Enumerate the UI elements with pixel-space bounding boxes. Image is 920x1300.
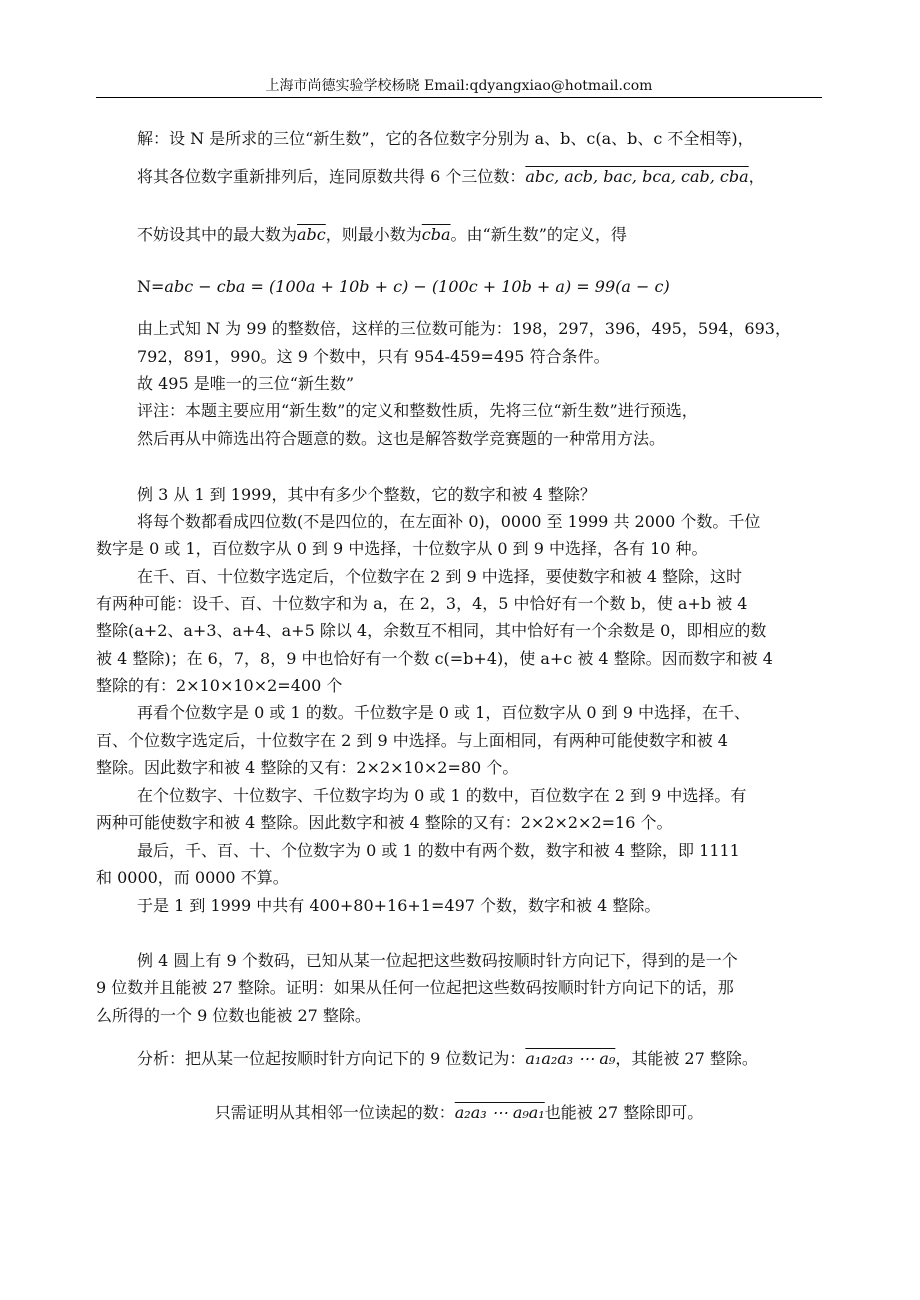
text-line: 故 495 是唯一的三位“新生数” (137, 374, 355, 393)
text-line: 解：设 N 是所求的三位“新生数”，它的各位数字分别为 a、b、c(a、b、c 不全相等)， (137, 129, 754, 148)
text-line: 分析：把从某一位起按顺时针方向记下的 9 位数记为：a₁a₂a₃ ⋯ a₉，其能被 27 整除。 (137, 1049, 758, 1068)
text-line: 由上式知 N 为 99 的整数倍，这样的三位数可能为：198，297，396，495，594，693， (137, 319, 791, 338)
text-line: 再看个位数字是 0 或 1 的数。千位数字是 0 或 1，百位数字从 0 到 9 中选择，在千、 (137, 703, 751, 722)
text-line: 百、个位数字选定后，十位数字在 2 到 9 中选择。与上面相同，有两种可能使数字和被 4 (96, 731, 728, 750)
text-line: 于是 1 到 1999 中共有 400+80+16+1=497 个数，数字和被 4 整除。 (137, 896, 661, 915)
max-number-formula: $\overline{abc}$ (297, 225, 326, 244)
text-line: 将每个数都看成四位数(不是四位的，在左面补 0)，0000 至 1999 共 2000 个数。千位 (137, 512, 761, 531)
min-number-formula: $\overline{cba}$ (421, 225, 451, 244)
sequence-formula-2: a₂a₃ ⋯ a₉a₁ (454, 1103, 545, 1122)
text-line: 然后再从中筛选出符合题意的数。这也是解答数学竞赛题的一种常用方法。 (137, 429, 666, 448)
text-line: 有两种可能：设千、百、十位数字和为 a，在 2，3，4，5 中恰好有一个数 b，使 a+b 被 4 (96, 594, 748, 613)
text-line: 被 4 整除)；在 6，7，8，9 中也恰好有一个数 c(=b+4)，使 a+c 被 4 整除。因而数字和被 4 (96, 649, 773, 668)
text-line: 在个位数字、十位数字、千位数字均为 0 或 1 的数中，百位数字在 2 到 9 中选择。有 (137, 786, 747, 805)
header-rule (96, 97, 822, 98)
text-line: 只需证明从其相邻一位读起的数：a₂a₃ ⋯ a₉a₁也能被 27 整除即可。 (214, 1103, 704, 1122)
text-line: 不妨设其中的最大数为$\overline{abc}$，则最小数为$\overline{cba}$。由“新生数”的定义，得 (137, 225, 627, 244)
example-4-heading: 例 4 圆上有 9 个数码，已知从某一位起把这些数码按顺时针方向记下，得到的是一个 (137, 951, 738, 970)
text-line: 在千、百、十位数字选定后，个位数字在 2 到 9 中选择，要使数字和被 4 整除，这时 (137, 567, 743, 586)
text-line: 整除的有：2×10×10×2=400 个 (96, 676, 343, 695)
permutations-formula: abc, acb, bac, bca, cab, cba (525, 167, 749, 186)
text-line: 两种可能使数字和被 4 整除。因此数字和被 4 整除的又有：2×2×2×2=16 个。 (96, 813, 673, 832)
page-header: 上海市尚德实验学校杨晓 Email:qdyangxiao@hotmail.com (265, 78, 653, 94)
text-line: 将其各位数字重新排列后，连同原数共得 6 个三位数：abc, acb, bac, bca, cab, cba， (137, 167, 765, 186)
equation-line: N=abc − cba = (100a + 10b + c) − (100c + 10b + a) = 99(a − c) (137, 277, 670, 296)
text-line: 最后，千、百、十、个位数字为 0 或 1 的数中有两个数，数字和被 4 整除，即 1111 (137, 841, 740, 860)
text-line: 整除。因此数字和被 4 整除的又有：2×2×10×2=80 个。 (96, 758, 519, 777)
sequence-formula-1: a₁a₂a₃ ⋯ a₉ (525, 1049, 616, 1068)
text-line: 数字是 0 或 1，百位数字从 0 到 9 中选择，十位数字从 0 到 9 中选择，各有 10 种。 (96, 539, 708, 558)
text-line: 整除(a+2、a+3、a+4、a+5 除以 4，余数互不相同，其中恰好有一个余数是 0，即相应的数 (96, 621, 767, 640)
text-line: 么所得的一个 9 位数也能被 27 整除。 (96, 1006, 371, 1025)
example-3-heading: 例 3 从 1 到 1999，其中有多少个整数，它的数字和被 4 整除？ (137, 485, 596, 504)
text-line: 和 0000，而 0000 不算。 (96, 868, 289, 887)
main-equation: abc − cba = (100a + 10b + c) − (100c + 10b + a) = 99(a − c) (164, 277, 670, 296)
text-line: 评注：本题主要应用“新生数”的定义和整数性质，先将三位“新生数”进行预选， (137, 401, 698, 420)
text-line: 792，891，990。这 9 个数中，只有 954-459=495 符合条件。 (137, 347, 610, 366)
text-line: 9 位数并且能被 27 整除。证明：如果从任何一位起把这些数码按顺时针方向记下的话，那 (96, 978, 734, 997)
